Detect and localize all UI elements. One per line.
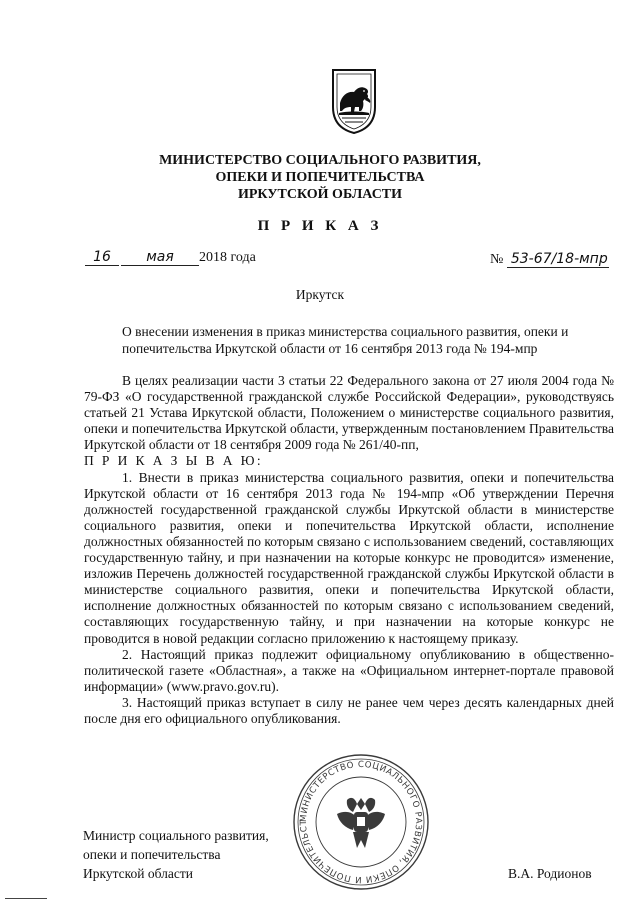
ministry-line-3: ИРКУТСКОЙ ОБЛАСТИ [237, 187, 403, 202]
ministry-line-1: МИНИСТЕРСТВО СОЦИАЛЬНОГО РАЗВИТИЯ, [159, 153, 481, 168]
position-line-1: Министр социального развития, [83, 828, 269, 843]
number-sign: № [490, 252, 504, 267]
signatory-name: В.А. Родионов [508, 866, 592, 881]
position-line-3: Иркутской области [83, 866, 194, 881]
ministry-line-2: ОПЕКИ И ПОПЕЧИТЕЛЬСТВА [215, 170, 425, 185]
position-line-2: опеки и попечительства [83, 847, 221, 862]
signatory-position [83, 826, 269, 883]
ministry-header [0, 152, 640, 203]
number-value: 53-67/18-мпр [507, 251, 609, 268]
order-date [85, 249, 256, 266]
date-day: 16 [85, 249, 119, 266]
order-subject: О внесении изменения в приказ министерства социального развития, опеки и попечительства Иркутской области от 16 сентября 2013 года № 194-мпр [122, 324, 569, 356]
date-year: 2018 года [199, 250, 256, 265]
order-body [84, 373, 614, 727]
date-month: мая [121, 249, 199, 266]
city: Иркутск [295, 287, 345, 302]
preamble-paragraph: В целях реализации части 3 статьи 22 Федерального закона от 27 июля 2004 года № 79-ФЗ «О государственной гражданской службе Российской Федерации», руководствуясь статьей 21 Устава Иркутской области, Положением о министерстве социального развития, опеки и попечительства Иркутской области, утвержденным постановлением Правительства Иркутской области от 18 сентября 2009 года № 261/40-пп, [84, 373, 614, 453]
seal-text: МИНИСТЕРСТВО СОЦИАЛЬНОГО РАЗВИТИЯ, ОПЕКИ И ПОПЕЧИТЕЛЬСТ [298, 759, 424, 885]
coat-of-arms-icon [330, 67, 378, 135]
prikazyvayu-heading: П Р И К А З Ы В А Ю: [84, 453, 264, 469]
document-type-title: П Р И К А З [257, 218, 383, 234]
item-1-paragraph: 1. Внести в приказ министерства социального развития, опеки и попечительства Иркутской области от 16 сентября 2013 года № 194-мпр «Об утверждении Перечня должностей государственной гражданской службы Иркутской области в министерстве социального развития, опеки и попечительства Иркутской области, исполнение должностных обязанностей по которым связано с использованием сведений, составляющих государственную тайну, и при назначении на которые конкурс не проводится» изменение, изложив Перечень должностей государственной гражданской службы Иркутской области в министерстве социального развития, опеки и попечительства Иркутской области, исполнение должностных обязанностей по которым связано с использованием сведений, составляющих государственную тайну, и при назначении на которые конкурс не проводится в новой редакции согласно приложению к настоящему приказу. [84, 469, 614, 646]
footer-divider [5, 898, 47, 899]
item-2-paragraph: 2. Настоящий приказ подлежит официальному опубликованию в общественно-политической газете «Областная», а также на «Официальном интернет-портале правовой информации» (www.pravo.gov.ru). [84, 646, 614, 694]
item-3-paragraph: 3. Настоящий приказ вступает в силу не ранее чем через десять календарных дней после дня его официального опубликования. [84, 694, 614, 726]
official-seal-icon [291, 752, 431, 892]
order-number [490, 251, 609, 268]
